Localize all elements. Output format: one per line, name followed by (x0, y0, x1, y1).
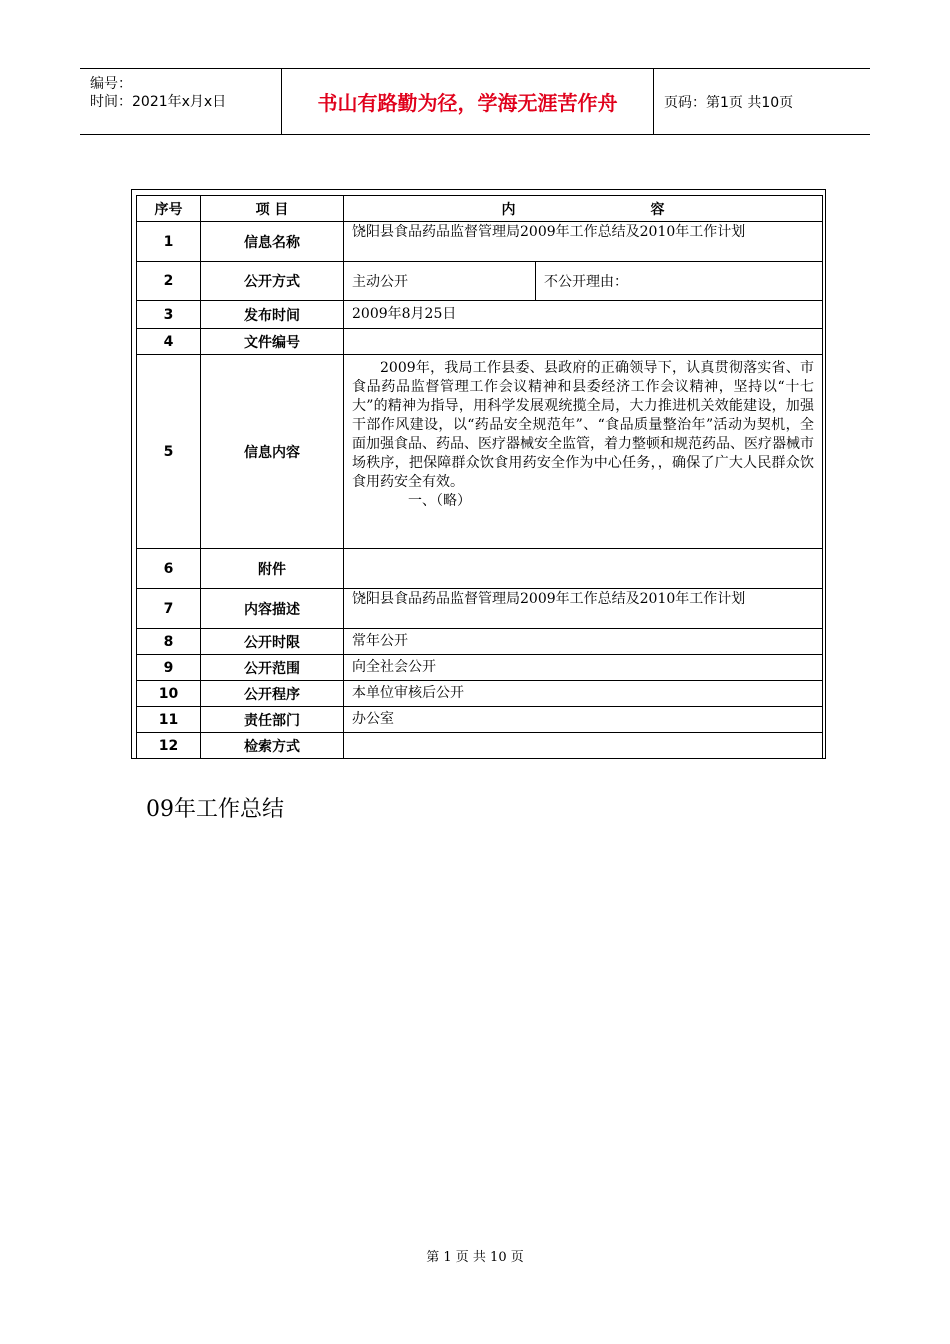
row-value: 饶阳县食品药品监督管理局2009年工作总结及2010年工作计划 (344, 222, 823, 262)
row-value: 本单位审核后公开 (344, 681, 823, 707)
table-row (137, 681, 823, 707)
row-item: 检索方式 (201, 733, 344, 759)
content-subsection: 一、（略） (408, 493, 471, 509)
row-value: 2009年8月25日 (344, 301, 823, 329)
row-value: 向全社会公开 (344, 655, 823, 681)
table-row (137, 629, 823, 655)
row-no: 9 (137, 655, 201, 681)
row-no: 6 (137, 549, 201, 589)
table-header-row (137, 196, 823, 222)
row-item: 文件编号 (201, 329, 344, 355)
row-item: 公开程序 (201, 681, 344, 707)
row-item: 信息内容 (201, 355, 344, 549)
row-no: 8 (137, 629, 201, 655)
header-meta (80, 69, 282, 134)
info-table (136, 195, 823, 759)
row-item: 责任部门 (201, 707, 344, 733)
header-page-info: 页码：第1页 共10页 (664, 94, 794, 111)
table-row (137, 589, 823, 629)
header-item: 项 目 (201, 196, 344, 222)
row-value: 饶阳县食品药品监督管理局2009年工作总结及2010年工作计划 (344, 589, 823, 629)
row-item: 公开时限 (201, 629, 344, 655)
row-no: 12 (137, 733, 201, 759)
row-item: 附件 (201, 549, 344, 589)
row-no: 3 (137, 301, 201, 329)
row-value: 主动公开 (344, 262, 536, 300)
row-no: 10 (137, 681, 201, 707)
table-row (137, 707, 823, 733)
row-value (344, 733, 823, 759)
table-row (137, 733, 823, 759)
row-value (344, 549, 823, 589)
row-no: 5 (137, 355, 201, 549)
header-motto: 书山有路勤为径，学海无涯苦作舟 (282, 69, 654, 134)
page-footer: 第 1 页 共 10 页 (426, 1250, 524, 1265)
row-no: 1 (137, 222, 201, 262)
row-item: 公开范围 (201, 655, 344, 681)
row-no: 11 (137, 707, 201, 733)
row-item: 信息名称 (201, 222, 344, 262)
page-header (80, 68, 870, 135)
table-row (137, 301, 823, 329)
row-value (344, 329, 823, 355)
row-item: 内容描述 (201, 589, 344, 629)
row-value-reason: 不公开理由： (544, 274, 628, 290)
row-value-split (344, 262, 823, 301)
table-row (137, 655, 823, 681)
row-no: 7 (137, 589, 201, 629)
header-content (344, 196, 823, 222)
row-item: 公开方式 (201, 262, 344, 301)
table-row (137, 222, 823, 262)
table-row (137, 262, 823, 301)
header-content-a: 内 (501, 201, 516, 218)
header-content-b: 容 (650, 201, 665, 218)
section-title: 09年工作总结 (146, 797, 284, 822)
row-value: 办公室 (344, 707, 823, 733)
row-item: 发布时间 (201, 301, 344, 329)
row-no: 2 (137, 262, 201, 301)
row-no: 4 (137, 329, 201, 355)
time-label: 时间：2021年x月x日 (90, 94, 227, 110)
content-paragraph: 2009年，我局工作县委、县政府的正确领导下，认真贯彻落实省、市食品药品监督管理工作会议精神和县委经济工作会议精神，坚持以“十七大”的精神为指导，用科学发展观统揽全局，大力推进机关效能建设，加强干部作风建设，以“药品安全规范年”、“食品质量整治年”活动为契机，全面加强食品、药品、医疗器械安全监管，着力整顿和规范药品、医疗器械市场秩序，把保障群众饮食用药安全作为中心任务，，确保了广大人民群众饮食用药安全有效。 (352, 360, 814, 490)
row-value-content (344, 355, 823, 549)
number-label: 编号： (90, 76, 132, 92)
table-row (137, 549, 823, 589)
table-row (137, 329, 823, 355)
header-no: 序号 (137, 196, 201, 222)
table-row (137, 355, 823, 549)
row-value: 常年公开 (344, 629, 823, 655)
